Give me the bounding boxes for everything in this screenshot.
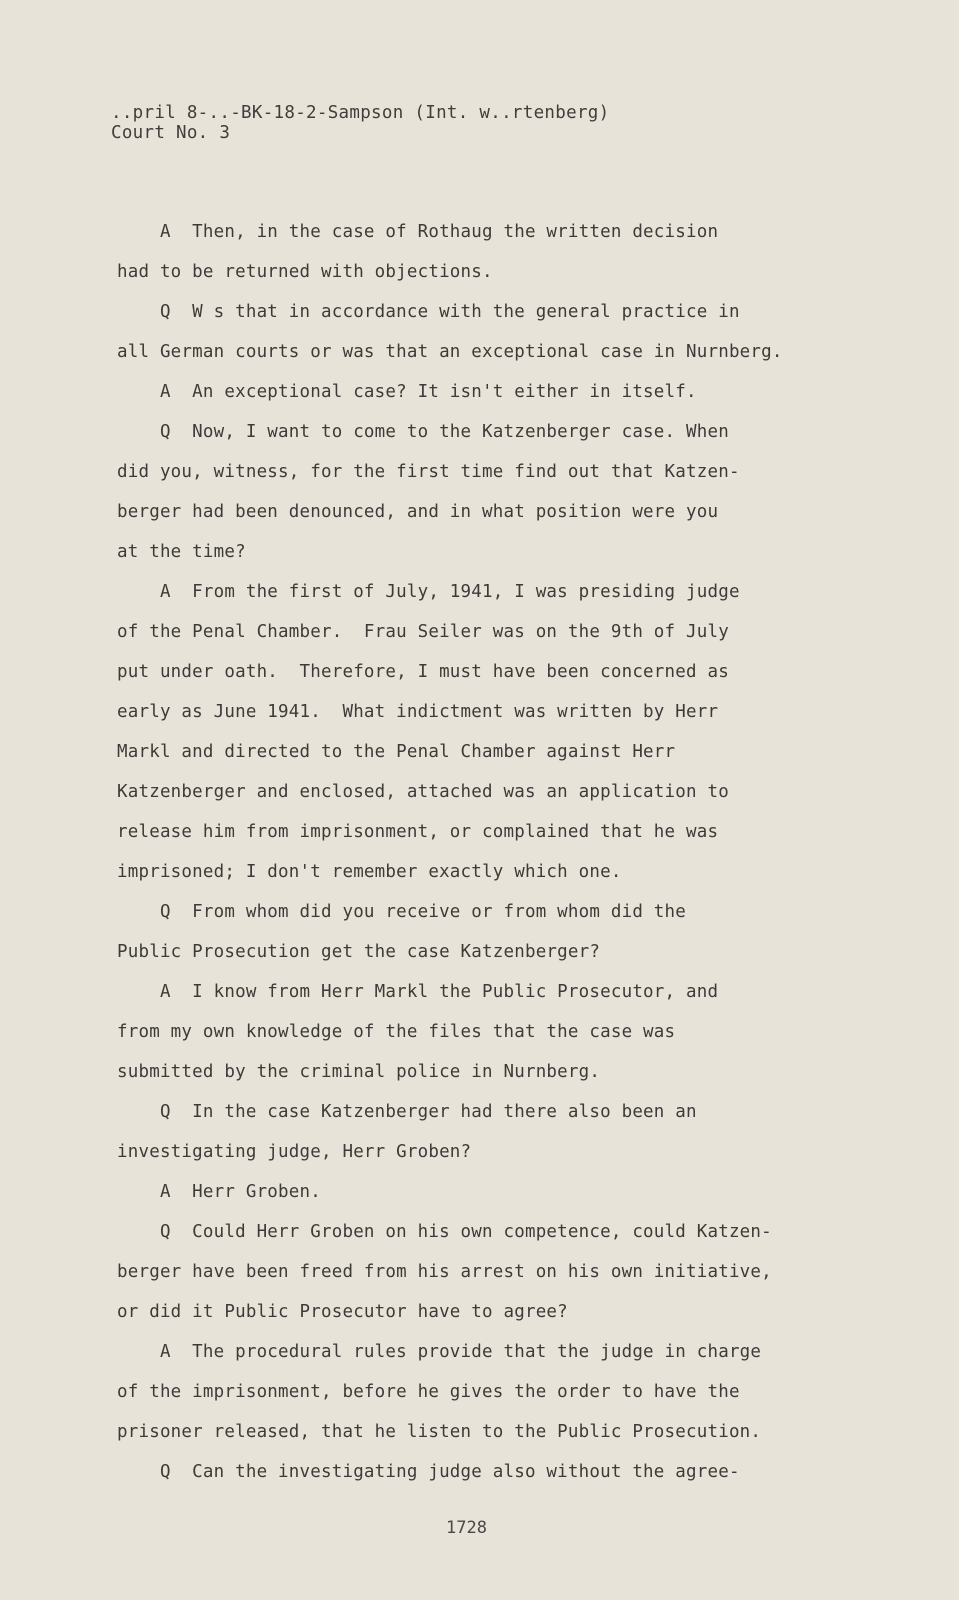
text-line: Q In the case Katzenberger had there also been an: [117, 1102, 697, 1122]
text-line: all German courts or was that an exceptional case in Nurnberg.: [117, 342, 783, 362]
text-line: Public Prosecution get the case Katzenberger?: [117, 942, 601, 962]
text-line: had to be returned with objections.: [117, 262, 493, 282]
text-line: release him from imprisonment, or complained that he was: [117, 822, 719, 842]
document-header: [111, 103, 609, 143]
text-line: berger had been denounced, and in what position were you: [117, 502, 719, 522]
text-line: of the Penal Chamber. Frau Seiler was on the 9th of July: [117, 622, 729, 642]
text-line: put under oath. Therefore, I must have been concerned as: [117, 662, 729, 682]
text-line: submitted by the criminal police in Nurnberg.: [117, 1062, 601, 1082]
header-line-2: Court No. 3: [111, 123, 231, 143]
text-line: did you, witness, for the first time find out that Katzen-: [117, 462, 740, 482]
text-line: prisoner released, that he listen to the Public Prosecution.: [117, 1422, 762, 1442]
text-line: at the time?: [117, 542, 246, 562]
text-line: investigating judge, Herr Groben?: [117, 1142, 472, 1162]
text-line: A Herr Groben.: [117, 1182, 321, 1202]
text-line: Q Now, I want to come to the Katzenberger case. When: [117, 422, 729, 442]
text-line: Q From whom did you receive or from whom did the: [117, 902, 687, 922]
text-line: or did it Public Prosecutor have to agree?: [117, 1302, 568, 1322]
text-line: of the imprisonment, before he gives the order to have the: [117, 1382, 740, 1402]
text-line: A Then, in the case of Rothaug the written decision: [117, 222, 719, 242]
page-number: 1728: [446, 1518, 487, 1538]
text-line: A I know from Herr Markl the Public Prosecutor, and: [117, 982, 719, 1002]
text-line: imprisoned; I don't remember exactly which one.: [117, 862, 622, 882]
text-line: A From the first of July, 1941, I was presiding judge: [117, 582, 740, 602]
text-line: Q W s that in accordance with the general practice in: [117, 302, 740, 322]
header-line-1: ..pril 8-..-BK-18-2-Sampson (Int. w..rtenberg): [111, 103, 610, 123]
text-line: Markl and directed to the Penal Chamber against Herr: [117, 742, 676, 762]
text-line: A An exceptional case? It isn't either in itself.: [117, 382, 697, 402]
text-line: early as June 1941. What indictment was written by Herr: [117, 702, 719, 722]
text-line: berger have been freed from his arrest on his own initiative,: [117, 1262, 772, 1282]
text-line: from my own knowledge of the files that the case was: [117, 1022, 676, 1042]
text-line: A The procedural rules provide that the judge in charge: [117, 1342, 762, 1362]
text-line: Q Can the investigating judge also without the agree-: [117, 1462, 740, 1482]
text-line: Q Could Herr Groben on his own competence, could Katzen-: [117, 1222, 772, 1242]
text-line: Katzenberger and enclosed, attached was an application to: [117, 782, 729, 802]
